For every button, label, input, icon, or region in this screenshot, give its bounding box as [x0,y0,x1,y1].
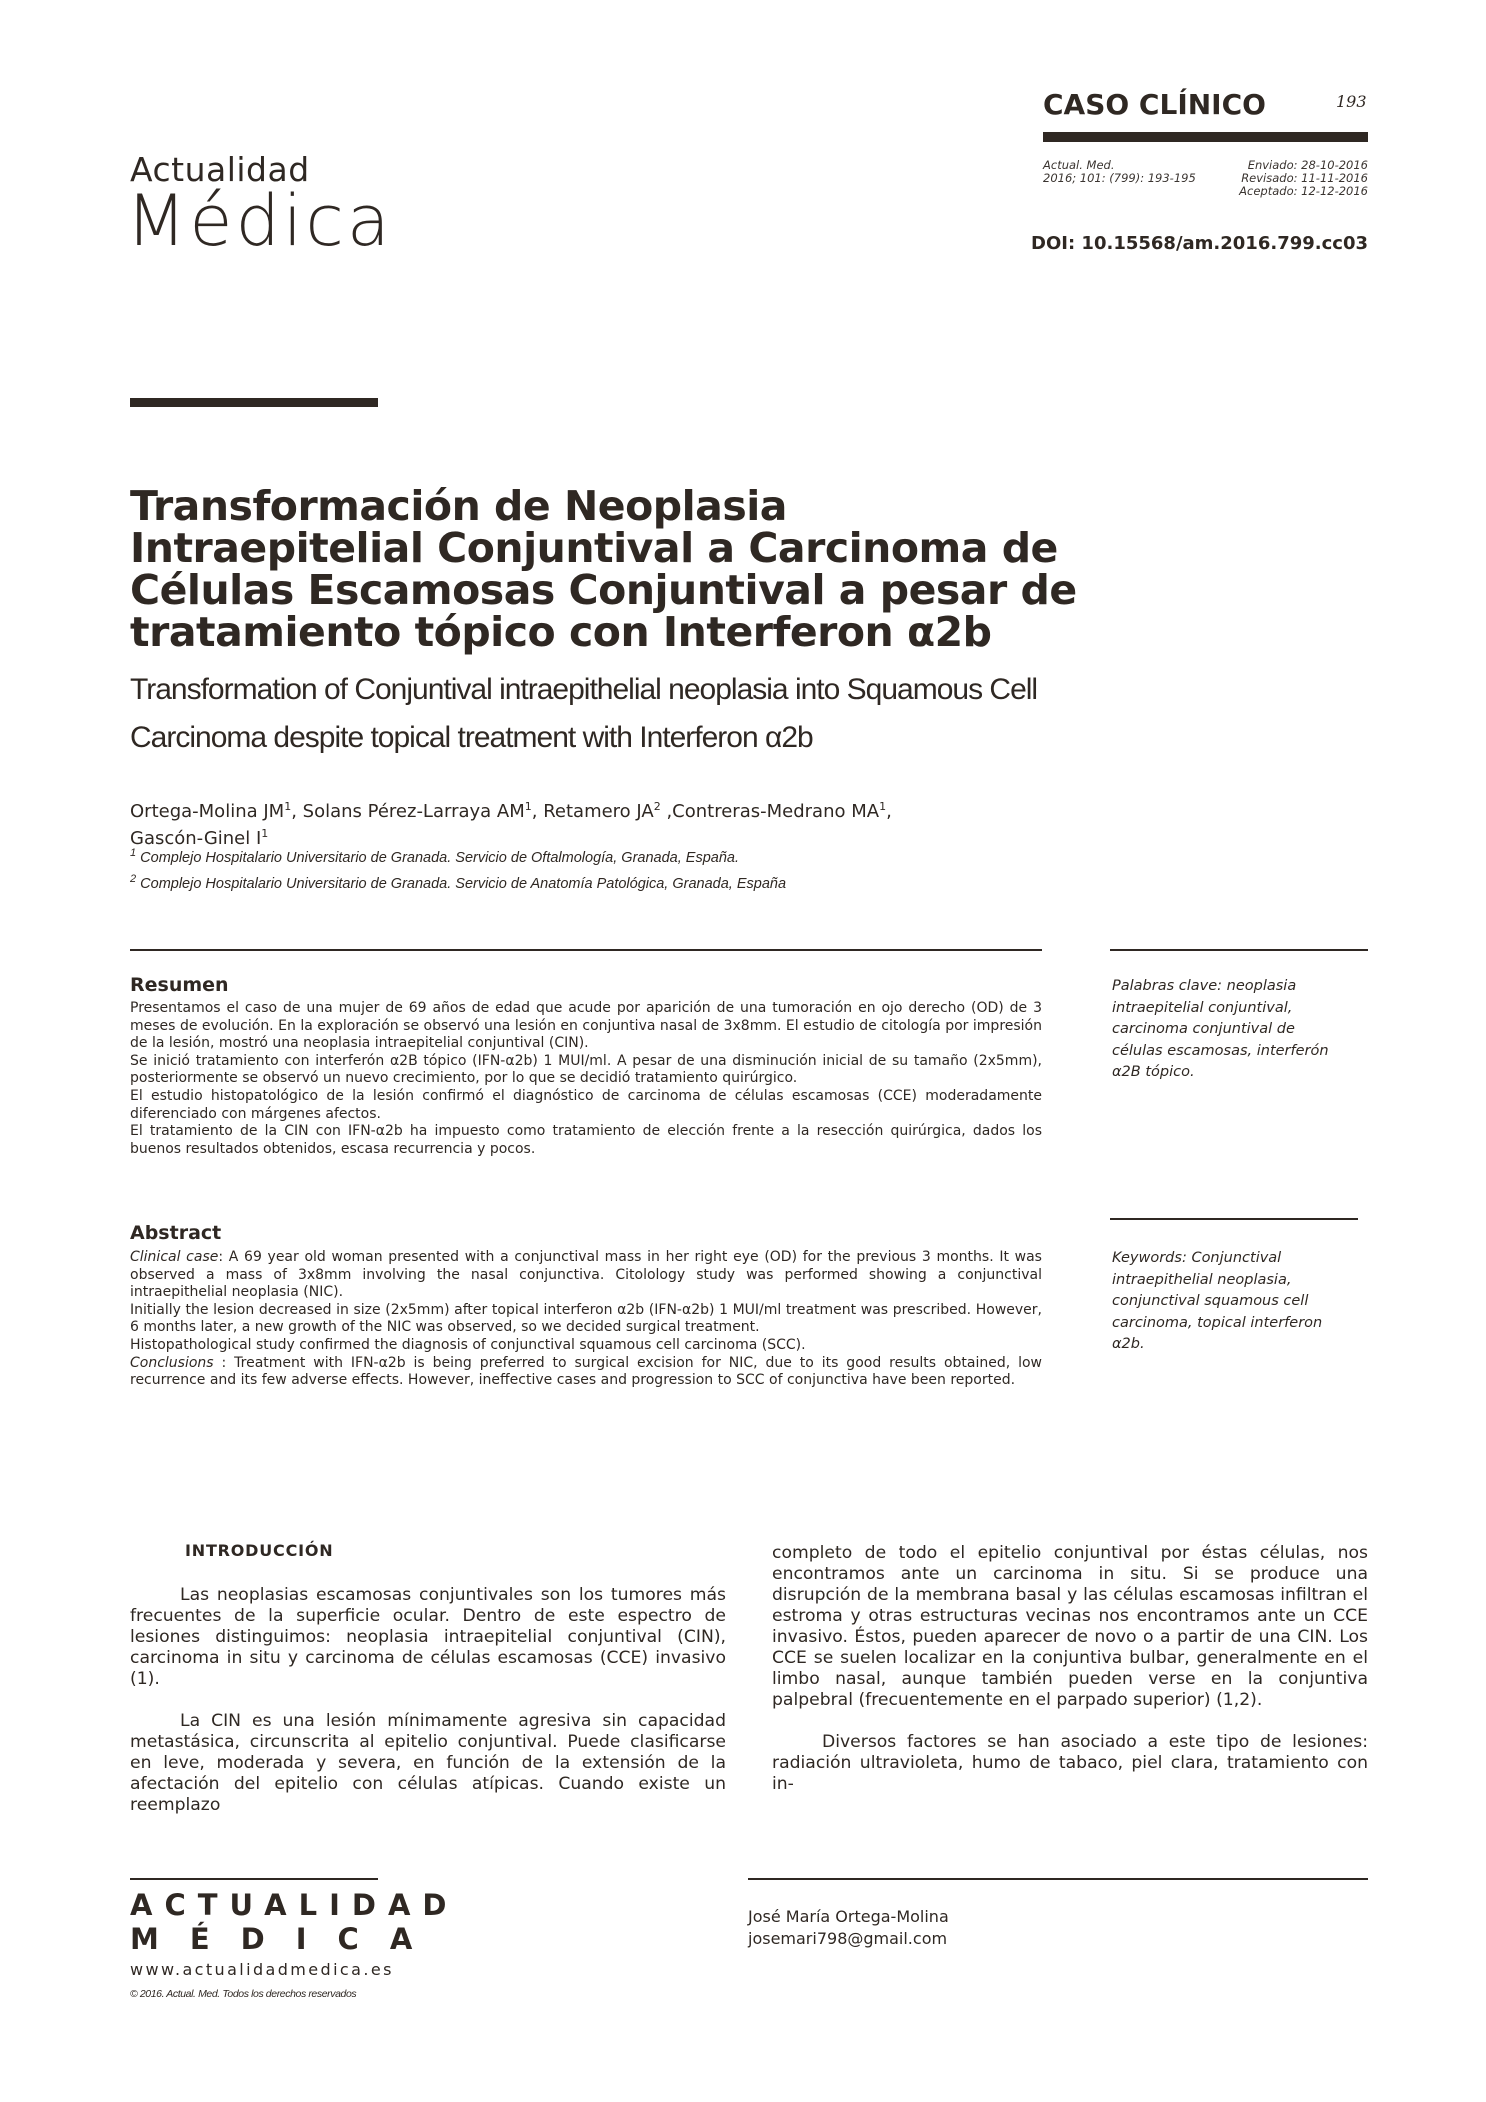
citation-line2: 2016; 101: (799): 193-195 [1043,171,1196,185]
abstract-label-conclusions: Conclusions [130,1354,214,1371]
keywords: Keywords: Conjunctival intraepithelial neoplasia, conjunctival squamous cell carcinoma, topical interferon α2b. [1112,1250,1323,1352]
author-2-affil: 1 [524,800,532,813]
affiliations [130,843,1070,895]
date-revised: Revisado: 11-11-2016 [1241,171,1368,185]
abstract-heading: Abstract [130,1222,222,1244]
header-rule [1043,132,1368,142]
palabras-clave: Palabras clave: neoplasia intraepitelial conjuntival, carcinoma conjuntival de células escamosas, interferón α2B tópico. [1112,978,1329,1080]
body-paragraph: completo de todo el epitelio conjuntival por éstas células, nos encontramos ante un carcinoma in situ. Si se produce una disrupción de la membrana basal y las células escamosas infiltran el estroma y otras estructuras vecinas nos encontramos ante un CCE invasivo. Éstos, pueden aparecer de novo o a partir de una CIN. Los CCE se suelen localizar en la conjuntiva bulbar, generalmente en el limbo nasal, aunque también pueden verse en la conjuntiva palpebral (frecuentemente en el parpado superior) (1,2). [772,1543,1368,1710]
author-1: Ortega-Molina JM [130,801,285,822]
footer-left-rule [130,1878,378,1880]
resumen-paragraph: Presentamos el caso de una mujer de 69 años de edad que acude por aparición de una tumoración en ojo derecho (OD) de 3 meses de evolución. En la exploración se observó una lesión en conjuntiva nasal de 3x8mm. El estudio de citología por impresión de la lesión, mostró una neoplasia intraepitelial conjuntival (CIN). [130,1000,1042,1052]
body-column-right [772,1543,1368,1795]
affiliation-1-text: Complejo Hospitalario Universitario de Granada. Servicio de Oftalmología, Granada, España. [140,849,739,866]
corresponding-email[interactable]: josemari798@gmail.com [748,1929,948,1948]
date-accepted: Aceptado: 12-12-2016 [1239,184,1368,198]
affiliation-1-mark: 1 [130,847,137,859]
resumen-paragraph: El estudio histopatológico de la lesión confirmó el diagnóstico de carcinoma de células escamosas (CCE) moderadamente diferenciado con márgenes afectos. [130,1087,1042,1122]
author-3-affil: 2 [653,800,661,813]
abstract-body [130,1249,1042,1390]
page-number: 193 [1336,92,1367,111]
affiliation-2-text: Complejo Hospitalario Universitario de Granada. Servicio de Anatomía Patológica, Granada, España [140,875,787,892]
body-column-left [130,1585,726,1816]
author-2: , Solans Pérez-Larraya AM [291,801,525,822]
dates [1239,159,1368,198]
affiliation-2-mark: 2 [130,872,137,885]
affiliation-1 [130,843,1070,869]
abstract-top-rule [130,949,1042,951]
abstract-text: : Treatment with IFN-α2b is being preferred to surgical excision for NIC, due to its good results obtained, low recurrence and its few adverse effects. However, ineffective cases and progression to SCC of conjunctiva have been reported. [130,1354,1042,1389]
resumen-heading: Resumen [130,974,229,996]
keywords-top-rule [1110,949,1368,951]
keywords-mid-rule [1110,1218,1358,1220]
citation-line1: Actual. Med. [1043,158,1115,172]
resumen-paragraph: El tratamiento de la CIN con IFN-α2b ha impuesto como tratamiento de elección frente a la resección quirúrgica, dados los buenos resultados obtenidos, escasa recurrencia y pocos. [130,1123,1042,1157]
corresponding-author [748,1906,949,1950]
author-list [130,796,1070,850]
footer-brand-line1: ACTUALIDAD [130,1888,459,1922]
author-5-affil: 1 [261,827,269,840]
section-heading-introduccion: INTRODUCCIÓN [185,1541,334,1560]
footer-brand-line2: MÉDICA [130,1922,444,1956]
section-type: CASO CLÍNICO [1043,88,1266,121]
body-paragraph: La CIN es una lesión mínimamente agresiva sin capacidad metastásica, circunscrita al epitelio conjuntival. Puede clasificarse en leve, moderada y severa, en función de la extensión de la afectación del epitelio con células atípicas. Cuando existe un reemplazo [130,1711,726,1815]
author-5: Gascón-Ginel I [130,828,262,849]
doi[interactable]: DOI: 10.15568/am.2016.799.cc03 [1031,233,1368,254]
citation [1043,159,1196,185]
footer-brand [130,1888,458,1956]
journal-logo-line1: Actualidad [130,150,310,189]
footer-copyright: © 2016. Actual. Med. Todos los derechos reservados [130,1988,357,2000]
footer-right-rule [748,1878,1368,1880]
abstract-paragraph [130,1249,1042,1302]
body-paragraph: Las neoplasias escamosas conjuntivales son los tumores más frecuentes de la superficie ocular. Dentro de este espectro de lesiones distinguimos: neoplasia intraepitelial conjuntival (CIN), carcinoma in situ y carcinoma de células escamosas (CCE) invasivo (1). [130,1585,726,1689]
affiliation-2 [130,869,1070,895]
author-sep: , [886,801,892,822]
abstract-text: : A 69 year old woman presented with a conjunctival mass in her right eye (OD) for the previous 3 months. It was observed a mass of 3x8mm involving the nasal conjunctiva. Citolology study was performed showing a conjunctival intraepithelial neoplasia (NIC). [130,1249,1042,1301]
journal-logo-line2: Médica [126,180,393,262]
corresponding-name: José María Ortega-Molina [748,1907,949,1926]
abstract-label-clinical-case: Clinical case [130,1249,219,1265]
date-sent: Enviado: 28-10-2016 [1247,158,1368,172]
title-spanish: Transformación de Neoplasia Intraepitelial Conjuntival a Carcinoma de Células Escamosas Conjuntival a pesar de tratamiento tópico con Interferon α2b [130,482,1077,656]
resumen-body [130,1000,1042,1158]
abstract-paragraph [130,1355,1042,1390]
footer-url[interactable]: www.actualidadmedica.es [130,1960,394,1979]
title-rule [130,398,378,407]
resumen-paragraph: Se inició tratamiento con interferón α2B tópico (IFN-α2b) 1 MUI/ml. A pesar de una disminución inicial de su tamaño (2x5mm), posteriormente se observó un nuevo crecimiento, por lo que se decidió tratamiento quirúrgico. [130,1052,1042,1087]
author-4: ,Contreras-Medrano MA [660,801,880,822]
title-english: Transformation of Conjuntival intraepithelial neoplasia into Squamous Cell Carcinoma despite topical treatment with Interferon α2b [130,673,1038,754]
abstract-paragraph: Histopathological study confirmed the diagnosis of conjunctival squamous cell carcinoma (SCC). [130,1336,806,1353]
author-3: , Retamero JA [531,801,654,822]
author-4-affil: 1 [879,800,887,813]
abstract-paragraph: Initially the lesion decreased in size (2x5mm) after topical interferon α2b (IFN-α2b) 1 MUI/ml treatment was prescribed. However, 6 months later, a new growth of the NIC was observed, so we decided surgical treatment. [130,1301,1042,1336]
author-1-affil: 1 [284,800,292,813]
body-paragraph: Diversos factores se han asociado a este tipo de lesiones: radiación ultravioleta, humo de tabaco, piel clara, tratamiento con in- [772,1732,1368,1794]
